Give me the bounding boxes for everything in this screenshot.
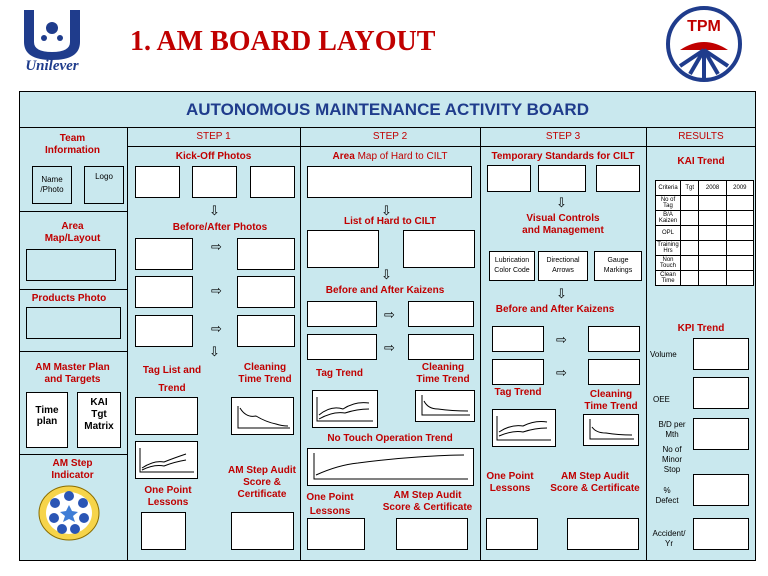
- step1-audit-box: [231, 512, 294, 550]
- down-arrow: ⇩: [381, 203, 392, 218]
- down-arrow: ⇩: [556, 286, 567, 301]
- list-hard-cilt-label: List of Hard to CILT: [343, 216, 437, 227]
- table-cell: [699, 226, 726, 241]
- temp-std-box-3: [596, 165, 640, 192]
- gauge-label: Gauge Markings: [603, 257, 633, 274]
- kai-col-2009: 2009: [726, 181, 753, 196]
- trend-line-icon: [416, 391, 474, 421]
- table-cell: [726, 256, 753, 271]
- kai-col-2008: 2008: [699, 181, 726, 196]
- table-row: [656, 271, 754, 286]
- am-master-plan-label: AM Master Plan and Targets: [35, 362, 110, 385]
- right-arrow: ⇨: [211, 239, 222, 254]
- step2-tag-trend-chart: [312, 390, 378, 428]
- step3-opl-box: [486, 518, 538, 550]
- table-cell: [699, 256, 726, 271]
- directional-label: Directional Arrows: [546, 257, 580, 274]
- defect-chart-box: [693, 474, 749, 506]
- step3-audit-label: AM Step Audit Score & Certificate: [550, 471, 640, 494]
- table-cell: [681, 196, 699, 211]
- kickoff-photo-1: [135, 166, 180, 198]
- kpi-trend-label: KPI Trend: [677, 323, 725, 334]
- kai-row-label: OPL: [656, 226, 681, 241]
- table-row: [656, 241, 754, 256]
- list-hard-box-1: [307, 230, 379, 268]
- trend-line-icon: [308, 449, 473, 485]
- step1-header: STEP 1: [196, 131, 231, 142]
- step3-audit-box: [567, 518, 639, 550]
- table-row: [656, 196, 754, 211]
- ba-photo-before-2: [135, 276, 193, 308]
- no-touch-label: No Touch Operation Trend: [327, 433, 453, 444]
- step3-kaizen-after-1: [588, 326, 640, 352]
- table-row: [656, 226, 754, 241]
- accident-chart-box: [693, 518, 749, 550]
- tpm-sun-icon: [664, 4, 744, 84]
- time-plan-label: Time plan: [35, 405, 59, 427]
- step2-audit-box: [396, 518, 468, 550]
- step2-opl-label: One Point Lessons: [306, 492, 354, 517]
- bd-label: B/D per Mth: [658, 420, 686, 439]
- temp-standards-label: Temporary Standards for CILT: [491, 151, 635, 162]
- step2-cleaning-label: Cleaning Time Trend: [416, 362, 470, 385]
- right-arrow: ⇨: [211, 321, 222, 336]
- tag-list-box: [135, 397, 198, 435]
- area-map-hard-label: [300, 151, 480, 163]
- logo-label: Logo: [95, 172, 113, 181]
- divider: [20, 454, 127, 455]
- kai-col-criteria: Criteria: [656, 181, 681, 196]
- temp-std-box-2: [538, 165, 586, 192]
- step2-audit-label: AM Step Audit Score & Certificate: [382, 490, 473, 513]
- trend-line-icon: [232, 398, 293, 434]
- unilever-wordmark: Unilever: [25, 58, 79, 74]
- area-map-rest: Map of Hard to CILT: [354, 151, 448, 162]
- board-title: AUTONOMOUS MAINTENANCE ACTIVITY BOARD: [186, 100, 589, 119]
- divider: [20, 127, 755, 128]
- divider: [127, 146, 755, 147]
- ba-photo-before-1: [135, 238, 193, 270]
- area-map-label: Area Map/Layout: [44, 221, 101, 244]
- down-arrow: ⇩: [381, 267, 392, 282]
- kai-row-label: No of Tag: [656, 196, 681, 211]
- table-cell: [726, 241, 753, 256]
- trend-line-icon: [313, 391, 377, 427]
- right-arrow: ⇨: [556, 365, 567, 380]
- step3-cleaning-chart: [583, 414, 639, 446]
- table-cell: [699, 196, 726, 211]
- step2-kaizen-after-2: [408, 334, 474, 360]
- unilever-logo: [14, 6, 90, 78]
- table-cell: [699, 271, 726, 286]
- down-arrow: ⇩: [209, 203, 220, 218]
- minor-stop-label: No of Minor Stop: [661, 445, 682, 474]
- area-map-hard-box: [307, 166, 472, 198]
- kai-row-label: Clean Time: [656, 271, 681, 286]
- step1-cleaning-label: Cleaning Time Trend: [238, 362, 292, 385]
- step3-kaizen-after-2: [588, 359, 640, 385]
- slide-title: 1. AM BOARD LAYOUT: [130, 26, 436, 57]
- step3-tag-trend-chart: [492, 409, 556, 447]
- divider: [20, 289, 127, 290]
- trend-line-icon: [584, 415, 638, 445]
- divider: [646, 127, 647, 560]
- kai-tgt-label: KAI Tgt Matrix: [84, 397, 114, 432]
- no-touch-chart: [307, 448, 474, 486]
- name-photo-label: Name /Photo: [40, 175, 64, 194]
- kickoff-photo-2: [192, 166, 237, 198]
- step3-tag-trend-label: Tag Trend: [494, 387, 542, 398]
- right-arrow: ⇨: [556, 332, 567, 347]
- ba-photo-after-1: [237, 238, 295, 270]
- step1-opl-box: [141, 512, 186, 550]
- table-cell: [726, 271, 753, 286]
- kai-trend-label: KAI Trend: [677, 156, 725, 167]
- kai-table: [655, 180, 754, 286]
- step-wheel-icon: [38, 485, 100, 541]
- step2-kaizens-label: Before and After Kaizens: [325, 285, 445, 296]
- table-cell: [726, 226, 753, 241]
- right-arrow: ⇨: [211, 283, 222, 298]
- results-header: RESULTS: [678, 131, 724, 142]
- step3-kaizen-before-2: [492, 359, 544, 385]
- ba-photo-before-3: [135, 315, 193, 347]
- step1-opl-label: One Point Lessons: [144, 485, 192, 508]
- kickoff-photos-label: Kick-Off Photos: [175, 151, 252, 162]
- divider: [20, 351, 127, 352]
- step2-header: STEP 2: [372, 131, 408, 142]
- bd-chart-box: [693, 418, 749, 450]
- step2-kaizen-before-2: [307, 334, 377, 360]
- team-info-label: Team Information: [45, 133, 100, 156]
- step2-tag-trend-label: Tag Trend: [315, 368, 364, 379]
- right-arrow: ⇨: [384, 340, 395, 355]
- step3-kaizens-label: Before and After Kaizens: [495, 304, 615, 315]
- step1-audit-label: AM Step Audit Score & Certificate: [228, 465, 296, 500]
- area-map-box: [26, 249, 116, 281]
- table-cell: [681, 241, 699, 256]
- table-cell: [726, 211, 753, 226]
- step2-cleaning-chart: [415, 390, 475, 422]
- tpm-logo: [664, 4, 744, 84]
- table-cell: [681, 271, 699, 286]
- table-cell: [681, 226, 699, 241]
- volume-label: Volume: [650, 350, 677, 359]
- kai-row-label: Training Hrs: [657, 242, 679, 254]
- step2-opl-box: [307, 518, 365, 550]
- area-word: Area: [332, 151, 355, 162]
- defect-label: % Defect: [655, 486, 679, 505]
- kickoff-photo-3: [250, 166, 295, 198]
- list-hard-box-2: [403, 230, 475, 268]
- step3-opl-label: One Point Lessons: [486, 471, 534, 494]
- step2-kaizen-before-1: [307, 301, 377, 327]
- table-cell: [726, 196, 753, 211]
- tag-list-trend-label: Tag List and Trend: [142, 365, 202, 394]
- right-arrow: ⇨: [384, 307, 395, 322]
- accident-label: Accident/ Yr: [652, 529, 686, 548]
- before-after-photos-label: Before/After Photos: [172, 222, 268, 233]
- step3-header: STEP 3: [545, 131, 581, 142]
- volume-chart-box: [693, 338, 749, 370]
- oee-chart-box: [693, 377, 749, 409]
- kai-row-label: Non Touch: [656, 256, 681, 271]
- kai-row-label: B/A Kaizen: [656, 211, 681, 226]
- step2-kaizen-after-1: [408, 301, 474, 327]
- table-cell: [699, 241, 726, 256]
- down-arrow: ⇩: [556, 195, 567, 210]
- am-step-indicator-label: AM Step Indicator: [51, 458, 94, 481]
- temp-std-box-1: [487, 165, 531, 192]
- table-row: [656, 211, 754, 226]
- visual-controls-label: Visual Controls and Management: [522, 213, 604, 236]
- ba-photo-after-3: [237, 315, 295, 347]
- tpm-wordmark: TPM: [687, 18, 721, 35]
- kai-col-tgt: Tgt: [681, 181, 699, 196]
- step-indicator-wheel: [38, 485, 100, 541]
- trend-line-icon: [136, 442, 197, 478]
- divider: [480, 127, 481, 560]
- step3-cleaning-label: Cleaning Time Trend: [584, 389, 638, 412]
- tag-trend-chart: [135, 441, 198, 479]
- ba-photo-after-2: [237, 276, 295, 308]
- down-arrow: ⇩: [209, 344, 220, 359]
- table-cell: [681, 211, 699, 226]
- kai-table-header: [656, 181, 754, 196]
- divider: [127, 127, 128, 560]
- divider: [20, 211, 127, 212]
- table-row: [656, 256, 754, 271]
- products-photo-box: [26, 307, 121, 339]
- trend-line-icon: [493, 410, 555, 446]
- lubrication-label: Lubrication Color Code: [494, 257, 530, 274]
- table-cell: [699, 211, 726, 226]
- oee-label: OEE: [653, 395, 670, 404]
- products-photo-label: Products Photo: [31, 293, 107, 304]
- step1-cleaning-chart: [231, 397, 294, 435]
- table-cell: [681, 256, 699, 271]
- step3-kaizen-before-1: [492, 326, 544, 352]
